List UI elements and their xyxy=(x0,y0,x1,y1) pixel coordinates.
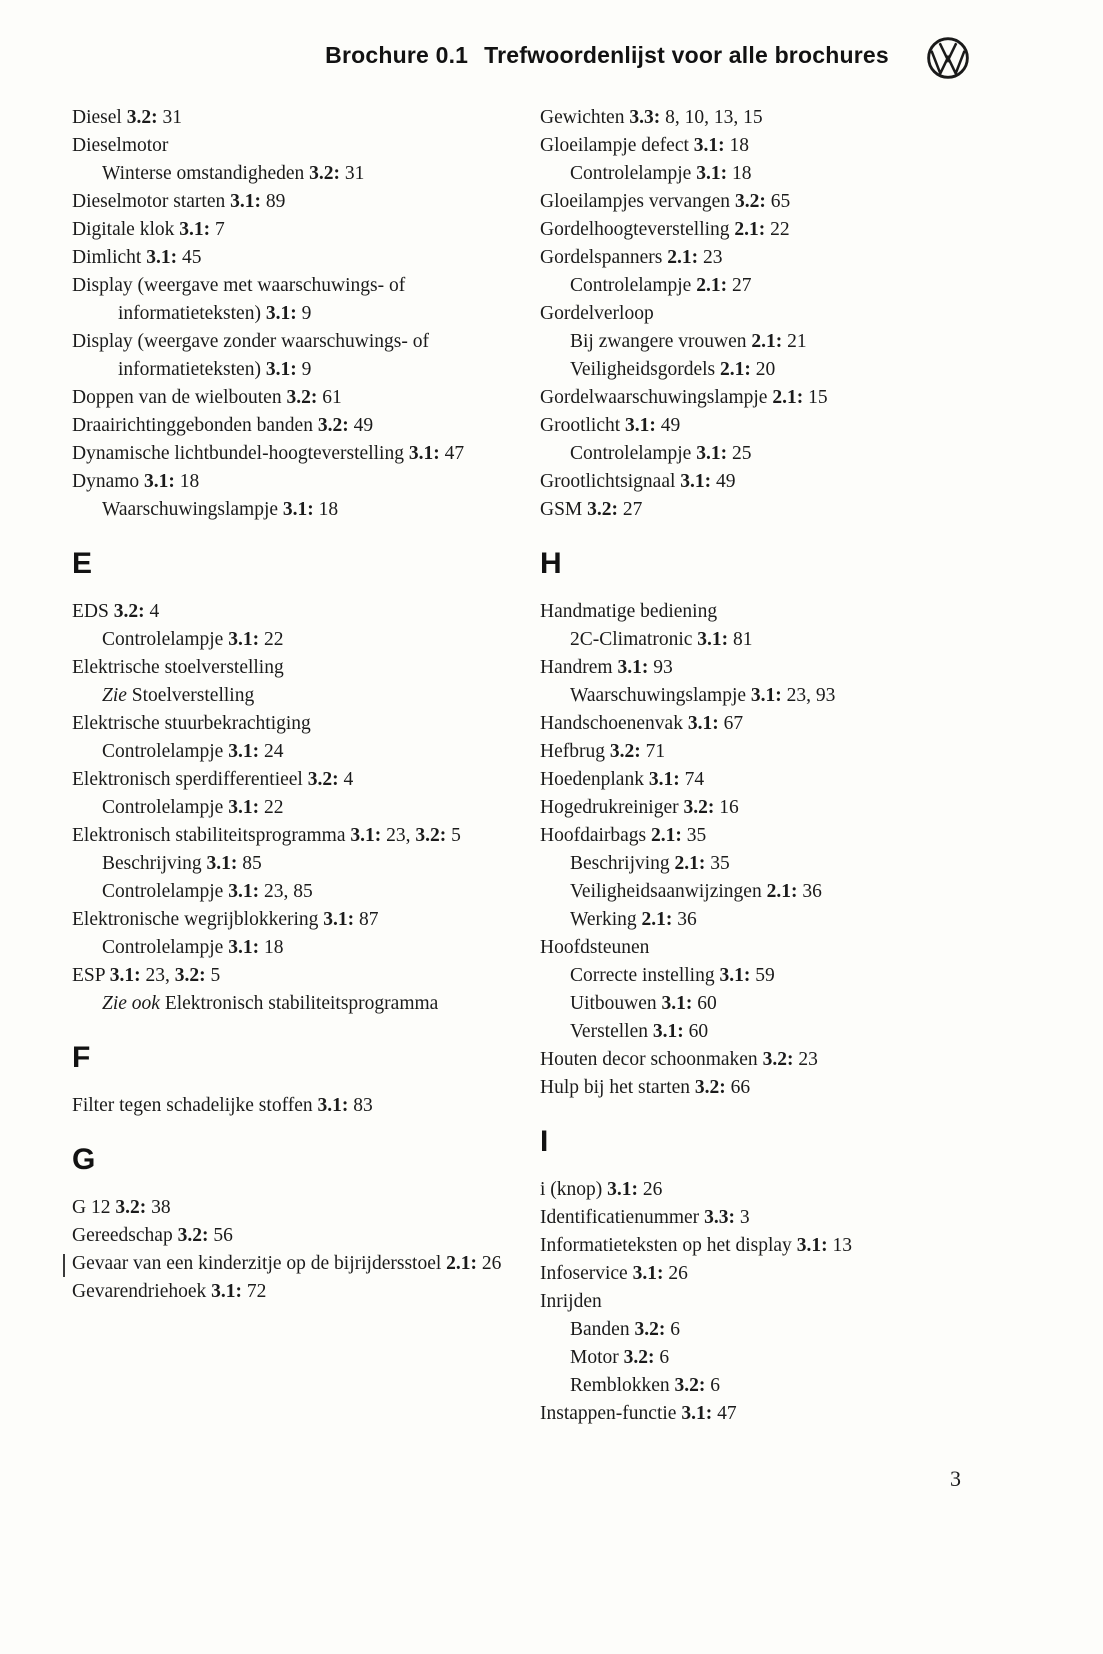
index-entry xyxy=(540,1176,977,1204)
index-entry xyxy=(540,132,977,160)
entry-text: Waarschuwingslampje xyxy=(570,685,751,706)
index-entry xyxy=(540,216,977,244)
index-entry xyxy=(72,822,509,850)
page-ref: 3.2: xyxy=(587,499,619,520)
index-entry xyxy=(540,794,977,822)
entry-text: Beschrijving xyxy=(570,853,675,874)
page-ref: 3.1: xyxy=(109,965,141,986)
page-number: 3 xyxy=(950,1466,961,1491)
entry-text: 81 xyxy=(728,629,753,650)
index-entry xyxy=(72,1222,509,1250)
page-ref: 3.1: xyxy=(228,937,260,958)
entry-text: Hefbrug xyxy=(540,741,610,762)
page-ref: 3.2: xyxy=(762,1049,794,1070)
index-entry xyxy=(72,104,509,132)
index-entry xyxy=(540,188,977,216)
page-ref: 3.1: xyxy=(617,657,649,678)
entry-text: 23, xyxy=(140,965,175,986)
entry-text: EDS xyxy=(72,601,114,622)
index-entry xyxy=(540,468,977,496)
index-entry xyxy=(72,272,509,328)
index-entry xyxy=(540,682,977,710)
index-entry xyxy=(540,1288,977,1316)
entry-text: Controlelampje xyxy=(102,629,229,650)
page-ref: 3.2: xyxy=(115,1197,147,1218)
index-entry xyxy=(540,906,977,934)
page-ref: 3.1: xyxy=(680,471,712,492)
entry-text: Hoofdairbags xyxy=(540,825,652,846)
index-entry xyxy=(72,160,509,188)
page-ref: 3.1: xyxy=(228,629,260,650)
index-column-left xyxy=(72,104,509,1306)
entry-text: 25 xyxy=(727,443,752,464)
entry-text: Inrijden xyxy=(540,1291,602,1312)
page-ref: 3.2: xyxy=(177,1225,209,1246)
entry-text: Dynamo xyxy=(72,471,145,492)
page-ref: 3.1: xyxy=(228,797,260,818)
page-ref: 3.1: xyxy=(607,1179,639,1200)
page-ref: 3.1: xyxy=(696,163,728,184)
entry-text: Handrem xyxy=(540,657,618,678)
page-ref: 3.2: xyxy=(623,1347,655,1368)
entry-text: 8, 10, 13, 15 xyxy=(660,107,763,128)
entry-text: ESP xyxy=(72,965,110,986)
page-ref: 2.1: xyxy=(446,1253,478,1274)
entry-text: 6 xyxy=(665,1319,680,1340)
entry-text: 35 xyxy=(681,825,707,846)
entry-text: 36 xyxy=(797,881,822,902)
entry-text: Infoservice xyxy=(540,1263,633,1284)
page-ref: 3.1: xyxy=(697,629,729,650)
entry-text: Motor xyxy=(570,1347,624,1368)
entry-text: 22 xyxy=(765,219,790,240)
entry-text: 66 xyxy=(725,1077,751,1098)
entry-text: Gordelhoogteverstelling xyxy=(540,219,735,240)
entry-text: Doppen van de wielbouten xyxy=(72,387,287,408)
page-ref: 2.1: xyxy=(720,359,751,380)
page-ref: 3.1: xyxy=(282,499,314,520)
index-entry xyxy=(540,766,977,794)
index-entry xyxy=(540,272,977,300)
page-ref: 3.1: xyxy=(796,1235,828,1256)
entry-text: Bij zwangere vrouwen xyxy=(570,331,752,352)
entry-text: Winterse omstandigheden xyxy=(102,163,310,184)
entry-text: 35 xyxy=(705,853,730,874)
index-entry xyxy=(72,598,509,626)
index-entry xyxy=(540,962,977,990)
index-entry xyxy=(540,626,977,654)
page-ref: 3.1: xyxy=(228,881,260,902)
index-entry xyxy=(540,710,977,738)
page-ref: 3.1: xyxy=(408,443,440,464)
entry-text: Display (weergave zonder waarschuwings- of informatieteksten) xyxy=(72,331,430,380)
index-entry xyxy=(72,710,509,738)
index-entry xyxy=(540,384,977,412)
page-ref: 3.1: xyxy=(681,1403,713,1424)
index-entry xyxy=(72,990,509,1018)
entry-text: 5 xyxy=(446,825,461,846)
page-ref: 3.1: xyxy=(146,247,178,268)
page-ref: 3.1: xyxy=(661,993,693,1014)
section-letter-E: E xyxy=(72,547,93,580)
entry-text: Elektrische stuurbekrachtiging xyxy=(72,713,311,734)
index-entry xyxy=(72,682,509,710)
entry-text: Dimlicht xyxy=(72,247,147,268)
entry-text: 27 xyxy=(618,499,643,520)
entry-text: 26 xyxy=(663,1263,688,1284)
index-entry xyxy=(540,934,977,962)
brochure-number: Brochure 0.1 xyxy=(325,42,469,68)
page-ref: 3.1: xyxy=(144,471,175,492)
index-entry xyxy=(72,188,509,216)
entry-text: Hoofdsteunen xyxy=(540,937,650,958)
index-entry xyxy=(540,412,977,440)
index-entry xyxy=(540,300,977,328)
entry-text: 49 xyxy=(348,415,374,436)
entry-text: Identificatienummer xyxy=(540,1207,705,1228)
entry-text: 2C-Climatronic xyxy=(570,629,698,650)
page-ref: 3.1: xyxy=(179,219,211,240)
entry-text: 60 xyxy=(683,1021,709,1042)
page-ref: 3.2: xyxy=(113,601,145,622)
entry-text: 38 xyxy=(146,1197,171,1218)
entry-text: Stoelverstelling xyxy=(131,685,255,706)
entry-text: Controlelampje xyxy=(570,163,697,184)
page-ref: 2.1: xyxy=(651,825,682,846)
entry-text: 56 xyxy=(208,1225,233,1246)
entry-text: 71 xyxy=(640,741,666,762)
page-ref: 3.2: xyxy=(126,107,158,128)
index-entry xyxy=(540,1074,977,1102)
page-ref: 2.1: xyxy=(674,853,706,874)
page-ref: 3.2: xyxy=(683,797,715,818)
page-ref: 2.1: xyxy=(766,881,798,902)
entry-text: Digitale klok xyxy=(72,219,180,240)
index-entry xyxy=(540,1018,977,1046)
index-entry xyxy=(72,384,509,412)
index-entry xyxy=(540,850,977,878)
entry-text: Controlelampje xyxy=(102,797,229,818)
entry-text: 47 xyxy=(712,1403,737,1424)
entry-text: Informatieteksten op het display xyxy=(540,1235,797,1256)
entry-text: 49 xyxy=(711,471,736,492)
entry-text: Instappen-functie xyxy=(540,1403,682,1424)
index-entry xyxy=(540,356,977,384)
index-entry xyxy=(540,104,977,132)
page-ref: 3.1: xyxy=(696,443,728,464)
page-title-text: Trefwoordenlijst voor alle brochures xyxy=(484,42,889,68)
entry-text: 36 xyxy=(672,909,697,930)
entry-text: 23, 93 xyxy=(781,685,836,706)
index-entry xyxy=(72,906,509,934)
index-entry xyxy=(72,216,509,244)
page-ref: 3.1: xyxy=(625,415,656,436)
entry-text: 18 xyxy=(259,937,284,958)
entry-text: 47 xyxy=(439,443,465,464)
section-letter-I: I xyxy=(540,1125,549,1158)
entry-text: Grootlicht xyxy=(540,415,626,436)
entry-text: 5 xyxy=(205,965,221,986)
page-ref: 3.1: xyxy=(750,685,782,706)
entry-text: 9 xyxy=(296,303,312,324)
index-entry xyxy=(540,822,977,850)
section-letter-G: G xyxy=(72,1143,96,1176)
page-ref: 3.1: xyxy=(230,191,261,212)
index-entry xyxy=(72,468,509,496)
index-entry xyxy=(72,654,509,682)
entry-text: Gereedschap xyxy=(72,1225,178,1246)
entry-text: Banden xyxy=(570,1319,635,1340)
entry-text: Grootlichtsignaal xyxy=(540,471,681,492)
page-ref: 3.2: xyxy=(415,825,447,846)
index-entry xyxy=(540,160,977,188)
vw-logo-icon xyxy=(926,36,970,80)
entry-text: 23, xyxy=(381,825,416,846)
page-ref: 3.1: xyxy=(265,359,297,380)
entry-text: 22 xyxy=(259,797,284,818)
index-entry xyxy=(540,1260,977,1288)
page-ref: 3.1: xyxy=(652,1021,684,1042)
index-entry xyxy=(72,1194,509,1222)
entry-text: Hoedenplank xyxy=(540,769,649,790)
page-ref: 3.1: xyxy=(323,909,355,930)
page-ref: 3.1: xyxy=(648,769,680,790)
entry-text: 61 xyxy=(317,387,342,408)
page-ref: 2.1: xyxy=(667,247,699,268)
page-ref: 3.2: xyxy=(307,769,339,790)
entry-text: 23, 85 xyxy=(259,881,313,902)
entry-text: 26 xyxy=(638,1179,663,1200)
entry-text: Controlelampje xyxy=(570,443,697,464)
entry-text: 89 xyxy=(261,191,286,212)
page-ref: 3.1: xyxy=(693,135,725,156)
index-entry xyxy=(72,766,509,794)
entry-text: 22 xyxy=(259,629,284,650)
page-ref: 3.1: xyxy=(632,1263,664,1284)
entry-text: Verstellen xyxy=(570,1021,653,1042)
entry-text: 24 xyxy=(259,741,284,762)
page-ref: 3.1: xyxy=(719,965,751,986)
index-entry xyxy=(540,654,977,682)
page-ref: 2.1: xyxy=(772,387,804,408)
index-entry xyxy=(72,1278,509,1306)
entry-text: 20 xyxy=(750,359,776,380)
entry-text: Veiligheidsaanwijzingen xyxy=(570,881,767,902)
entry-text: Controlelampje xyxy=(102,937,229,958)
entry-text: 18 xyxy=(727,163,752,184)
cross-reference: Zie ook xyxy=(102,993,165,1014)
entry-text: 93 xyxy=(648,657,673,678)
page-ref: 3.2: xyxy=(734,191,766,212)
entry-text: 18 xyxy=(174,471,200,492)
index-entry xyxy=(540,1400,977,1428)
entry-text: 27 xyxy=(727,275,752,296)
index-entry xyxy=(72,244,509,272)
index-entry xyxy=(72,1092,509,1120)
entry-text: Handmatige bediening xyxy=(540,601,718,622)
entry-text: 6 xyxy=(705,1375,721,1396)
entry-text: Hogedrukreiniger xyxy=(540,797,684,818)
entry-text: GSM xyxy=(540,499,588,520)
index-entry xyxy=(540,1344,977,1372)
index-entry xyxy=(72,934,509,962)
entry-text: 16 xyxy=(714,797,739,818)
page-ref: 3.1: xyxy=(206,853,238,874)
entry-text: 65 xyxy=(765,191,791,212)
entry-text: 87 xyxy=(354,909,379,930)
index-entry xyxy=(540,1232,977,1260)
page-ref: 3.2: xyxy=(634,1319,666,1340)
section-letter-H: H xyxy=(540,547,562,580)
page-ref: 3.2: xyxy=(174,965,206,986)
entry-text: G 12 xyxy=(72,1197,116,1218)
index-entry xyxy=(72,1250,509,1278)
page-ref: 3.1: xyxy=(350,825,382,846)
entry-text: Controlelampje xyxy=(570,275,697,296)
entry-text: 3 xyxy=(734,1207,750,1228)
index-entry xyxy=(540,598,977,626)
entry-text: Gloeilampjes vervangen xyxy=(540,191,735,212)
entry-text: Hulp bij het starten xyxy=(540,1077,695,1098)
entry-text: 83 xyxy=(348,1095,373,1116)
page-ref: 3.2: xyxy=(309,163,341,184)
entry-text: 23 xyxy=(793,1049,818,1070)
entry-text: Gevaar van een kinderzitje op de bijrijdersstoel xyxy=(72,1253,447,1274)
page-ref: 3.3: xyxy=(704,1207,735,1228)
entry-text: Diesel xyxy=(72,107,127,128)
entry-text: Gordelspanners xyxy=(540,247,668,268)
index-entry xyxy=(540,496,977,524)
index-entry xyxy=(72,440,509,468)
entry-text: Werking xyxy=(570,909,642,930)
entry-text: 18 xyxy=(724,135,750,156)
entry-text: 9 xyxy=(296,359,312,380)
entry-text: 85 xyxy=(237,853,262,874)
page-ref: 3.2: xyxy=(286,387,318,408)
entry-text: 4 xyxy=(338,769,354,790)
index-entry xyxy=(540,1372,977,1400)
entry-text: Elektronische wegrijblokkering xyxy=(72,909,324,930)
entry-text: 74 xyxy=(679,769,705,790)
entry-text: 6 xyxy=(654,1347,670,1368)
page-ref: 3.2: xyxy=(317,415,349,436)
entry-text: 26 xyxy=(477,1253,502,1274)
index-entry xyxy=(540,244,977,272)
index-entry xyxy=(540,1316,977,1344)
index-entry xyxy=(540,878,977,906)
section-letter-F: F xyxy=(72,1041,91,1074)
entry-text: 59 xyxy=(750,965,775,986)
page-ref: 2.1: xyxy=(696,275,728,296)
entry-text: 45 xyxy=(177,247,202,268)
entry-text: Gevarendriehoek xyxy=(72,1281,212,1302)
entry-text: Gloeilampje defect xyxy=(540,135,694,156)
entry-text: Gewichten xyxy=(540,107,630,128)
entry-text: Controlelampje xyxy=(102,741,229,762)
entry-text: Draairichtinggebonden banden xyxy=(72,415,318,436)
entry-text: Remblokken xyxy=(570,1375,675,1396)
page-ref: 3.2: xyxy=(694,1077,726,1098)
entry-text: 23 xyxy=(698,247,723,268)
index-entry xyxy=(72,328,509,384)
page-ref: 2.1: xyxy=(734,219,766,240)
entry-text: Handschoenenvak xyxy=(540,713,688,734)
page-ref: 2.1: xyxy=(641,909,673,930)
page-ref: 2.1: xyxy=(751,331,783,352)
entry-text: 4 xyxy=(144,601,160,622)
page-ref: 3.1: xyxy=(265,303,297,324)
entry-text: 13 xyxy=(827,1235,852,1256)
entry-text: Beschrijving xyxy=(102,853,207,874)
entry-text: i (knop) xyxy=(540,1179,608,1200)
index-entry xyxy=(72,962,509,990)
entry-text: Waarschuwingslampje xyxy=(102,499,283,520)
entry-text: Display (weergave met waarschuwings- of informatieteksten) xyxy=(72,275,406,324)
page-ref: 3.2: xyxy=(609,741,641,762)
entry-text: 21 xyxy=(782,331,807,352)
entry-text: Gordelverloop xyxy=(540,303,654,324)
entry-text: Gordelwaarschuwingslampje xyxy=(540,387,773,408)
index-column-right xyxy=(540,104,977,1428)
index-entry xyxy=(540,1046,977,1074)
entry-text: Houten decor schoonmaken xyxy=(540,1049,763,1070)
page-ref: 3.1: xyxy=(687,713,719,734)
entry-text: Dynamische lichtbundel-hoogteverstelling xyxy=(72,443,409,464)
index-entry xyxy=(540,328,977,356)
entry-text: 31 xyxy=(157,107,182,128)
entry-text: Dieselmotor starten xyxy=(72,191,231,212)
index-entry xyxy=(72,738,509,766)
index-entry xyxy=(540,1204,977,1232)
entry-text: 15 xyxy=(803,387,828,408)
entry-text: 72 xyxy=(242,1281,267,1302)
entry-text: Elektrische stoelverstelling xyxy=(72,657,284,678)
entry-text: Filter tegen schadelijke stoffen xyxy=(72,1095,318,1116)
entry-text: 18 xyxy=(313,499,339,520)
index-entry xyxy=(540,440,977,468)
entry-text: 31 xyxy=(340,163,365,184)
page-ref: 3.2: xyxy=(674,1375,706,1396)
page-ref: 3.1: xyxy=(211,1281,243,1302)
index-entry xyxy=(72,850,509,878)
page-ref: 3.1: xyxy=(228,741,260,762)
entry-text: Elektronisch sperdifferentieel xyxy=(72,769,308,790)
entry-text: Controlelampje xyxy=(102,881,229,902)
index-entry xyxy=(72,794,509,822)
page-ref: 3.1: xyxy=(317,1095,349,1116)
page-ref: 3.3: xyxy=(629,107,661,128)
index-entry xyxy=(72,878,509,906)
entry-text: Correcte instelling xyxy=(570,965,720,986)
entry-text: Dieselmotor xyxy=(72,135,169,156)
entry-text: 67 xyxy=(718,713,744,734)
entry-text: 7 xyxy=(210,219,225,240)
index-entry xyxy=(72,496,509,524)
cross-reference: Zie xyxy=(102,685,132,706)
entry-text: Elektronisch stabiliteitsprogramma xyxy=(164,993,439,1014)
index-entry xyxy=(72,626,509,654)
entry-text: Veiligheidsgordels xyxy=(570,359,721,380)
entry-text: Elektronisch stabiliteitsprogramma xyxy=(72,825,351,846)
index-entry xyxy=(72,132,509,160)
entry-text: Uitbouwen xyxy=(570,993,662,1014)
index-entry xyxy=(540,738,977,766)
index-entry xyxy=(540,990,977,1018)
entry-text: 49 xyxy=(655,415,681,436)
entry-text: 60 xyxy=(692,993,717,1014)
index-entry xyxy=(72,412,509,440)
